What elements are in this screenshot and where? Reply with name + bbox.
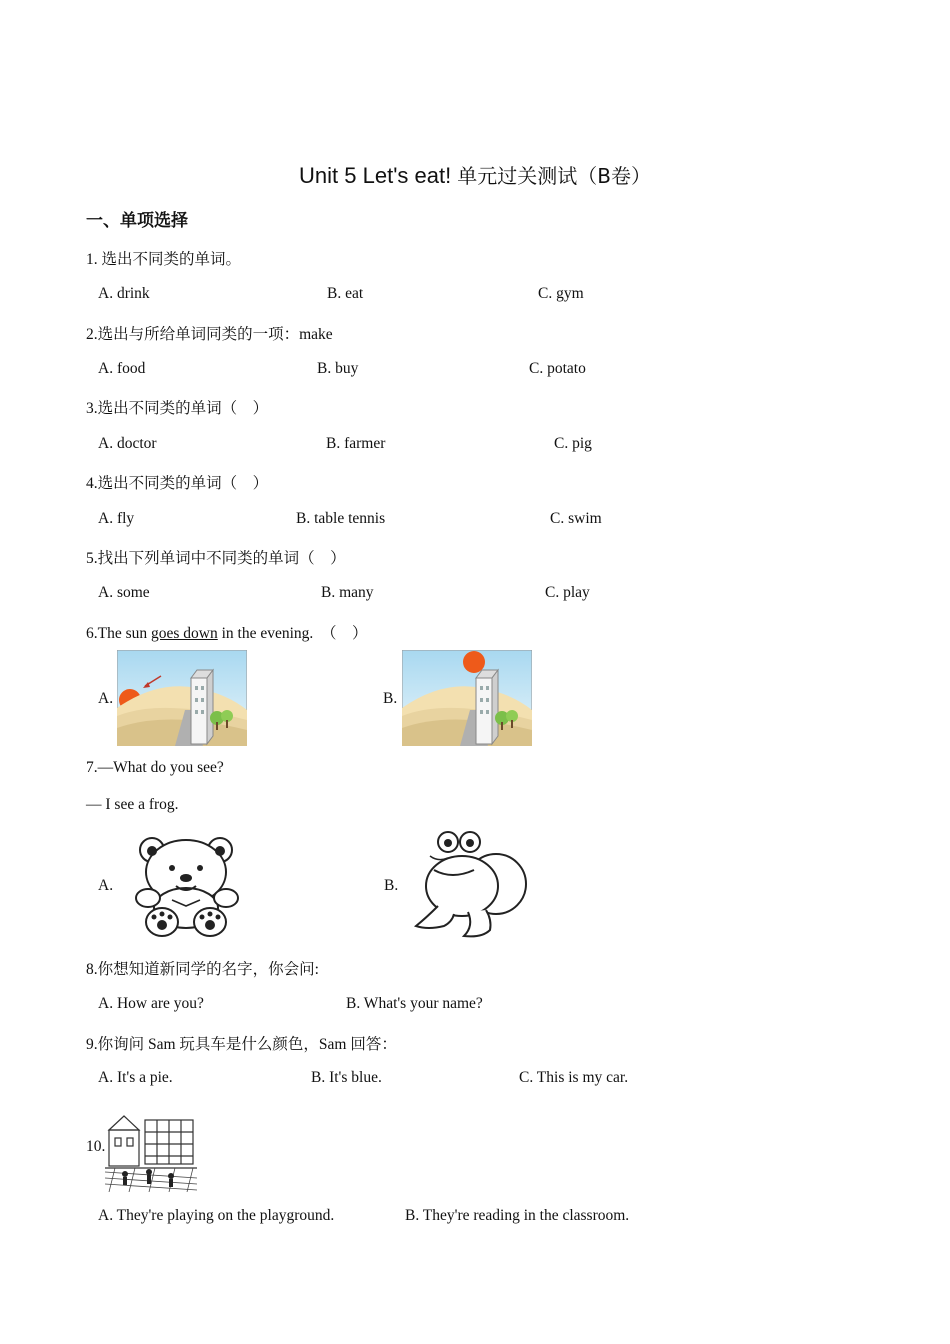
question-3-option-b[interactable]: B. farmer: [326, 435, 386, 452]
teddy-bear-picture[interactable]: [132, 834, 242, 938]
question-10-option-b[interactable]: B. They're reading in the classroom.: [405, 1207, 630, 1224]
playground-picture[interactable]: [105, 1112, 197, 1192]
question-6-underlined-phrase: goes down: [151, 625, 218, 642]
question-7-option-a[interactable]: A.: [98, 877, 114, 894]
question-5-option-c[interactable]: C. play: [545, 584, 590, 601]
question-3-option-a[interactable]: A. doctor: [98, 435, 157, 452]
question-7-answer-line: — I see a frog.: [86, 796, 179, 813]
question-9-option-c[interactable]: C. This is my car.: [519, 1069, 629, 1086]
question-6-stem: [86, 621, 368, 643]
question-9-stem: 9.你询问 Sam 玩具车是什么颜色，Sam 回答：: [86, 1036, 397, 1053]
question-2-option-a[interactable]: A. food: [98, 360, 146, 377]
title-english: Unit 5 Let's eat!: [299, 163, 452, 188]
question-8-option-a[interactable]: A. How are you?: [98, 995, 204, 1012]
question-7-stem: 7.—What do you see?: [86, 759, 224, 776]
question-7-option-b[interactable]: B.: [384, 877, 399, 894]
question-5-option-a[interactable]: A. some: [98, 584, 150, 601]
question-4-option-c[interactable]: C. swim: [550, 510, 602, 527]
frog-picture[interactable]: [408, 826, 532, 942]
question-1-option-c[interactable]: C. gym: [538, 285, 584, 302]
section-heading: 一、单项选择: [86, 211, 188, 231]
question-6-stem-post: in the evening. （ ）: [217, 625, 368, 642]
page-title: [0, 160, 950, 189]
noon-sun-picture[interactable]: [402, 650, 532, 746]
question-8-option-b[interactable]: B. What's your name?: [346, 995, 483, 1012]
question-5-option-b[interactable]: B. many: [321, 584, 374, 601]
question-1-option-a[interactable]: A. drink: [98, 285, 150, 302]
question-5-stem: 5.找出下列单词中不同类的单词（ ）: [86, 550, 346, 567]
question-2-option-c[interactable]: C. potato: [529, 360, 586, 377]
question-1-stem: 1. 选出不同类的单词。: [86, 251, 242, 268]
question-8-stem: 8.你想知道新同学的名字，你会问:: [86, 961, 319, 978]
question-9-option-a[interactable]: A. It's a pie.: [98, 1069, 173, 1086]
question-3-option-c[interactable]: C. pig: [554, 435, 592, 452]
question-3-stem: 3.选出不同类的单词（ ）: [86, 400, 269, 417]
question-9-option-b[interactable]: B. It's blue.: [311, 1069, 382, 1086]
title-chinese: 单元过关测试（B卷）: [457, 164, 651, 188]
question-6-stem-pre: 6.The sun: [86, 625, 152, 642]
question-4-option-a[interactable]: A. fly: [98, 510, 135, 527]
question-10-stem: 10.: [86, 1138, 106, 1155]
question-6-option-b[interactable]: B.: [383, 690, 398, 707]
question-2-option-b[interactable]: B. buy: [317, 360, 359, 377]
question-4-stem: 4.选出不同类的单词（ ）: [86, 475, 269, 492]
sunset-picture[interactable]: [117, 650, 247, 746]
question-6-option-a[interactable]: A.: [98, 690, 114, 707]
question-1-option-b[interactable]: B. eat: [327, 285, 364, 302]
question-10-option-a[interactable]: A. They're playing on the playground.: [98, 1207, 335, 1224]
question-2-stem: 2.选出与所给单词同类的一项：make: [86, 326, 333, 343]
question-4-option-b[interactable]: B. table tennis: [296, 510, 386, 527]
